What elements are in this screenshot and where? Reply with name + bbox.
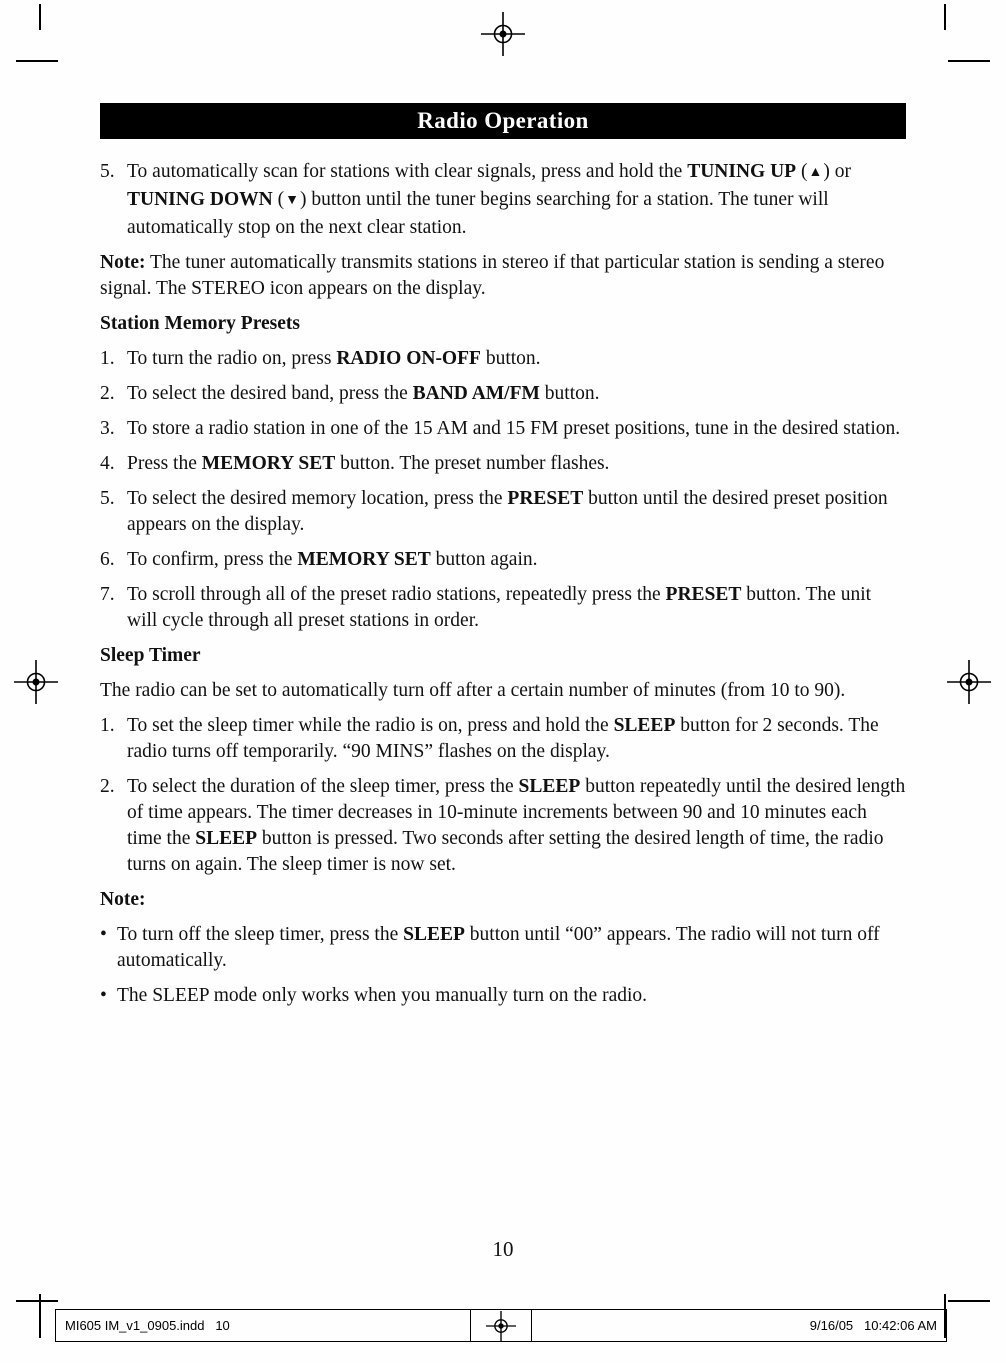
text-segment: The SLEEP mode only works when you manually turn on the radio. <box>117 985 648 1006</box>
text-segment: To automatically scan for stations with clear signals, press and hold the <box>127 161 688 182</box>
bullet-item <box>100 922 906 974</box>
text-segment: SLEEP <box>613 715 676 736</box>
item-number: 2. <box>100 776 115 797</box>
registration-mark-icon <box>14 660 58 704</box>
text-segment: Note: <box>100 889 146 910</box>
text-segment: To turn the radio on, press <box>127 348 337 369</box>
text-segment: To select the desired memory location, press the <box>127 488 508 509</box>
text-segment: ( <box>796 161 808 182</box>
text-segment: button is pressed. Two seconds after setting the desired length of time, the radio turns on again. The sleep timer is now set. <box>127 828 884 875</box>
text-segment: To select the duration of the sleep timer, press the <box>127 776 519 797</box>
list-item <box>100 346 906 372</box>
item-number: 5. <box>100 161 115 182</box>
text-segment: button again. <box>430 549 538 570</box>
item-number: 3. <box>100 418 115 439</box>
item-text <box>127 582 906 634</box>
print-slug <box>55 1309 947 1342</box>
item-text <box>117 922 906 974</box>
bullet-item <box>100 983 906 1009</box>
bullet-marker: • <box>100 924 107 945</box>
item-text <box>127 774 906 878</box>
text-segment: button until the desired preset position appears on the display. <box>127 488 888 535</box>
text-segment: To set the sleep timer while the radio is on, press and hold the <box>127 715 614 736</box>
item-text <box>127 346 906 372</box>
slug-datetime: 9/16/05 10:42:06 AM <box>809 1318 937 1333</box>
text-segment: Note: <box>100 252 146 273</box>
list-item <box>100 582 906 634</box>
page-title: Radio Operation <box>417 108 589 133</box>
crop-mark-bottom-left-h <box>16 1300 58 1302</box>
list-item <box>100 159 906 241</box>
list-item <box>100 774 906 878</box>
bullet-marker: • <box>100 985 107 1006</box>
item-number: 6. <box>100 549 115 570</box>
paragraph <box>100 887 906 913</box>
text-segment: To select the desired band, press the <box>127 383 413 404</box>
registration-mark-icon <box>481 12 525 56</box>
text-segment: button. The preset number flashes. <box>335 453 610 474</box>
crop-mark-top-left-h <box>16 60 58 62</box>
text-segment: button. <box>480 348 541 369</box>
section-heading: Station Memory Presets <box>100 313 300 334</box>
text-segment: TUNING UP <box>687 161 797 182</box>
item-text <box>127 486 906 538</box>
item-number: 5. <box>100 488 115 509</box>
text-segment: Press the <box>127 453 202 474</box>
list-item <box>100 486 906 538</box>
text-segment: button. <box>539 383 600 404</box>
item-text <box>127 713 906 765</box>
slug-filename: MI605 IM_v1_0905.indd 10 <box>65 1318 230 1333</box>
text-segment: SLEEP <box>195 828 258 849</box>
item-number: 1. <box>100 715 115 736</box>
crop-mark-bottom-right-h <box>948 1300 990 1302</box>
section-heading: Sleep Timer <box>100 645 201 666</box>
list-item <box>100 416 906 442</box>
text-segment: ) or <box>823 161 851 182</box>
paragraph <box>100 250 906 302</box>
section-title-bar <box>100 103 906 139</box>
text-segment: The radio can be set to automatically turn off after a certain number of minutes (from 10 to 90). <box>100 680 846 701</box>
list-item <box>100 381 906 407</box>
text-segment: SLEEP <box>403 924 465 945</box>
registration-mark-icon <box>486 1311 516 1341</box>
list-item <box>100 547 906 573</box>
text-segment: button. The unit will cycle through all preset stations in order. <box>127 584 872 631</box>
text-segment: PRESET <box>665 584 742 605</box>
crop-mark-top-right-h <box>948 60 990 62</box>
page-number: 10 <box>492 1237 514 1261</box>
text-segment: MEMORY SET <box>201 453 336 474</box>
item-text <box>127 547 906 573</box>
text-segment: button repeatedly until the desired length of time appears. The timer decreases in 10-minute increments between 90 and 10 minutes each time the <box>127 776 906 849</box>
registration-mark-icon <box>947 660 991 704</box>
paragraph <box>100 678 906 704</box>
item-number: 2. <box>100 383 115 404</box>
text-segment: button until “00” appears. The radio will not turn off automatically. <box>117 924 880 971</box>
text-segment: PRESET <box>507 488 584 509</box>
text-segment: The tuner automatically transmits stations in stereo if that particular station is sending a stereo signal. The STEREO icon appears on the display. <box>100 252 885 299</box>
item-number: 4. <box>100 453 115 474</box>
text-segment: RADIO ON-OFF <box>336 348 481 369</box>
text-segment: SLEEP <box>518 776 581 797</box>
slug-registration-cell <box>470 1310 532 1341</box>
item-number: 7. <box>100 584 115 605</box>
document-content <box>100 159 906 1018</box>
text-segment: To store a radio station in one of the 15 AM and 15 FM preset positions, tune in the desired station. <box>127 418 901 439</box>
text-segment: TUNING DOWN <box>127 189 273 210</box>
item-text <box>117 983 906 1009</box>
list-item <box>100 713 906 765</box>
item-text <box>127 381 906 407</box>
crop-mark-top-right-v <box>944 4 946 30</box>
text-segment: ) button until the tuner begins searching for a station. The tuner will automatically stop on the next clear station. <box>127 189 829 238</box>
item-text <box>127 416 906 442</box>
item-number: 1. <box>100 348 115 369</box>
text-segment: button for 2 seconds. The radio turns off temporarily. “90 MINS” flashes on the display. <box>127 715 879 762</box>
text-segment: To scroll through all of the preset radio stations, repeatedly press the <box>127 584 666 605</box>
text-segment: To confirm, press the <box>127 549 298 570</box>
crop-mark-top-left-v <box>39 4 41 30</box>
item-text <box>127 451 906 477</box>
text-segment: ( <box>272 189 285 210</box>
list-item <box>100 451 906 477</box>
text-segment: BAND AM/FM <box>412 383 540 404</box>
tuning-down-arrow-icon: ▼ <box>285 193 299 208</box>
tuning-up-arrow-icon: ▲ <box>808 165 823 180</box>
text-segment: To turn off the sleep timer, press the <box>117 924 404 945</box>
item-text <box>127 159 906 241</box>
text-segment: MEMORY SET <box>297 549 431 570</box>
